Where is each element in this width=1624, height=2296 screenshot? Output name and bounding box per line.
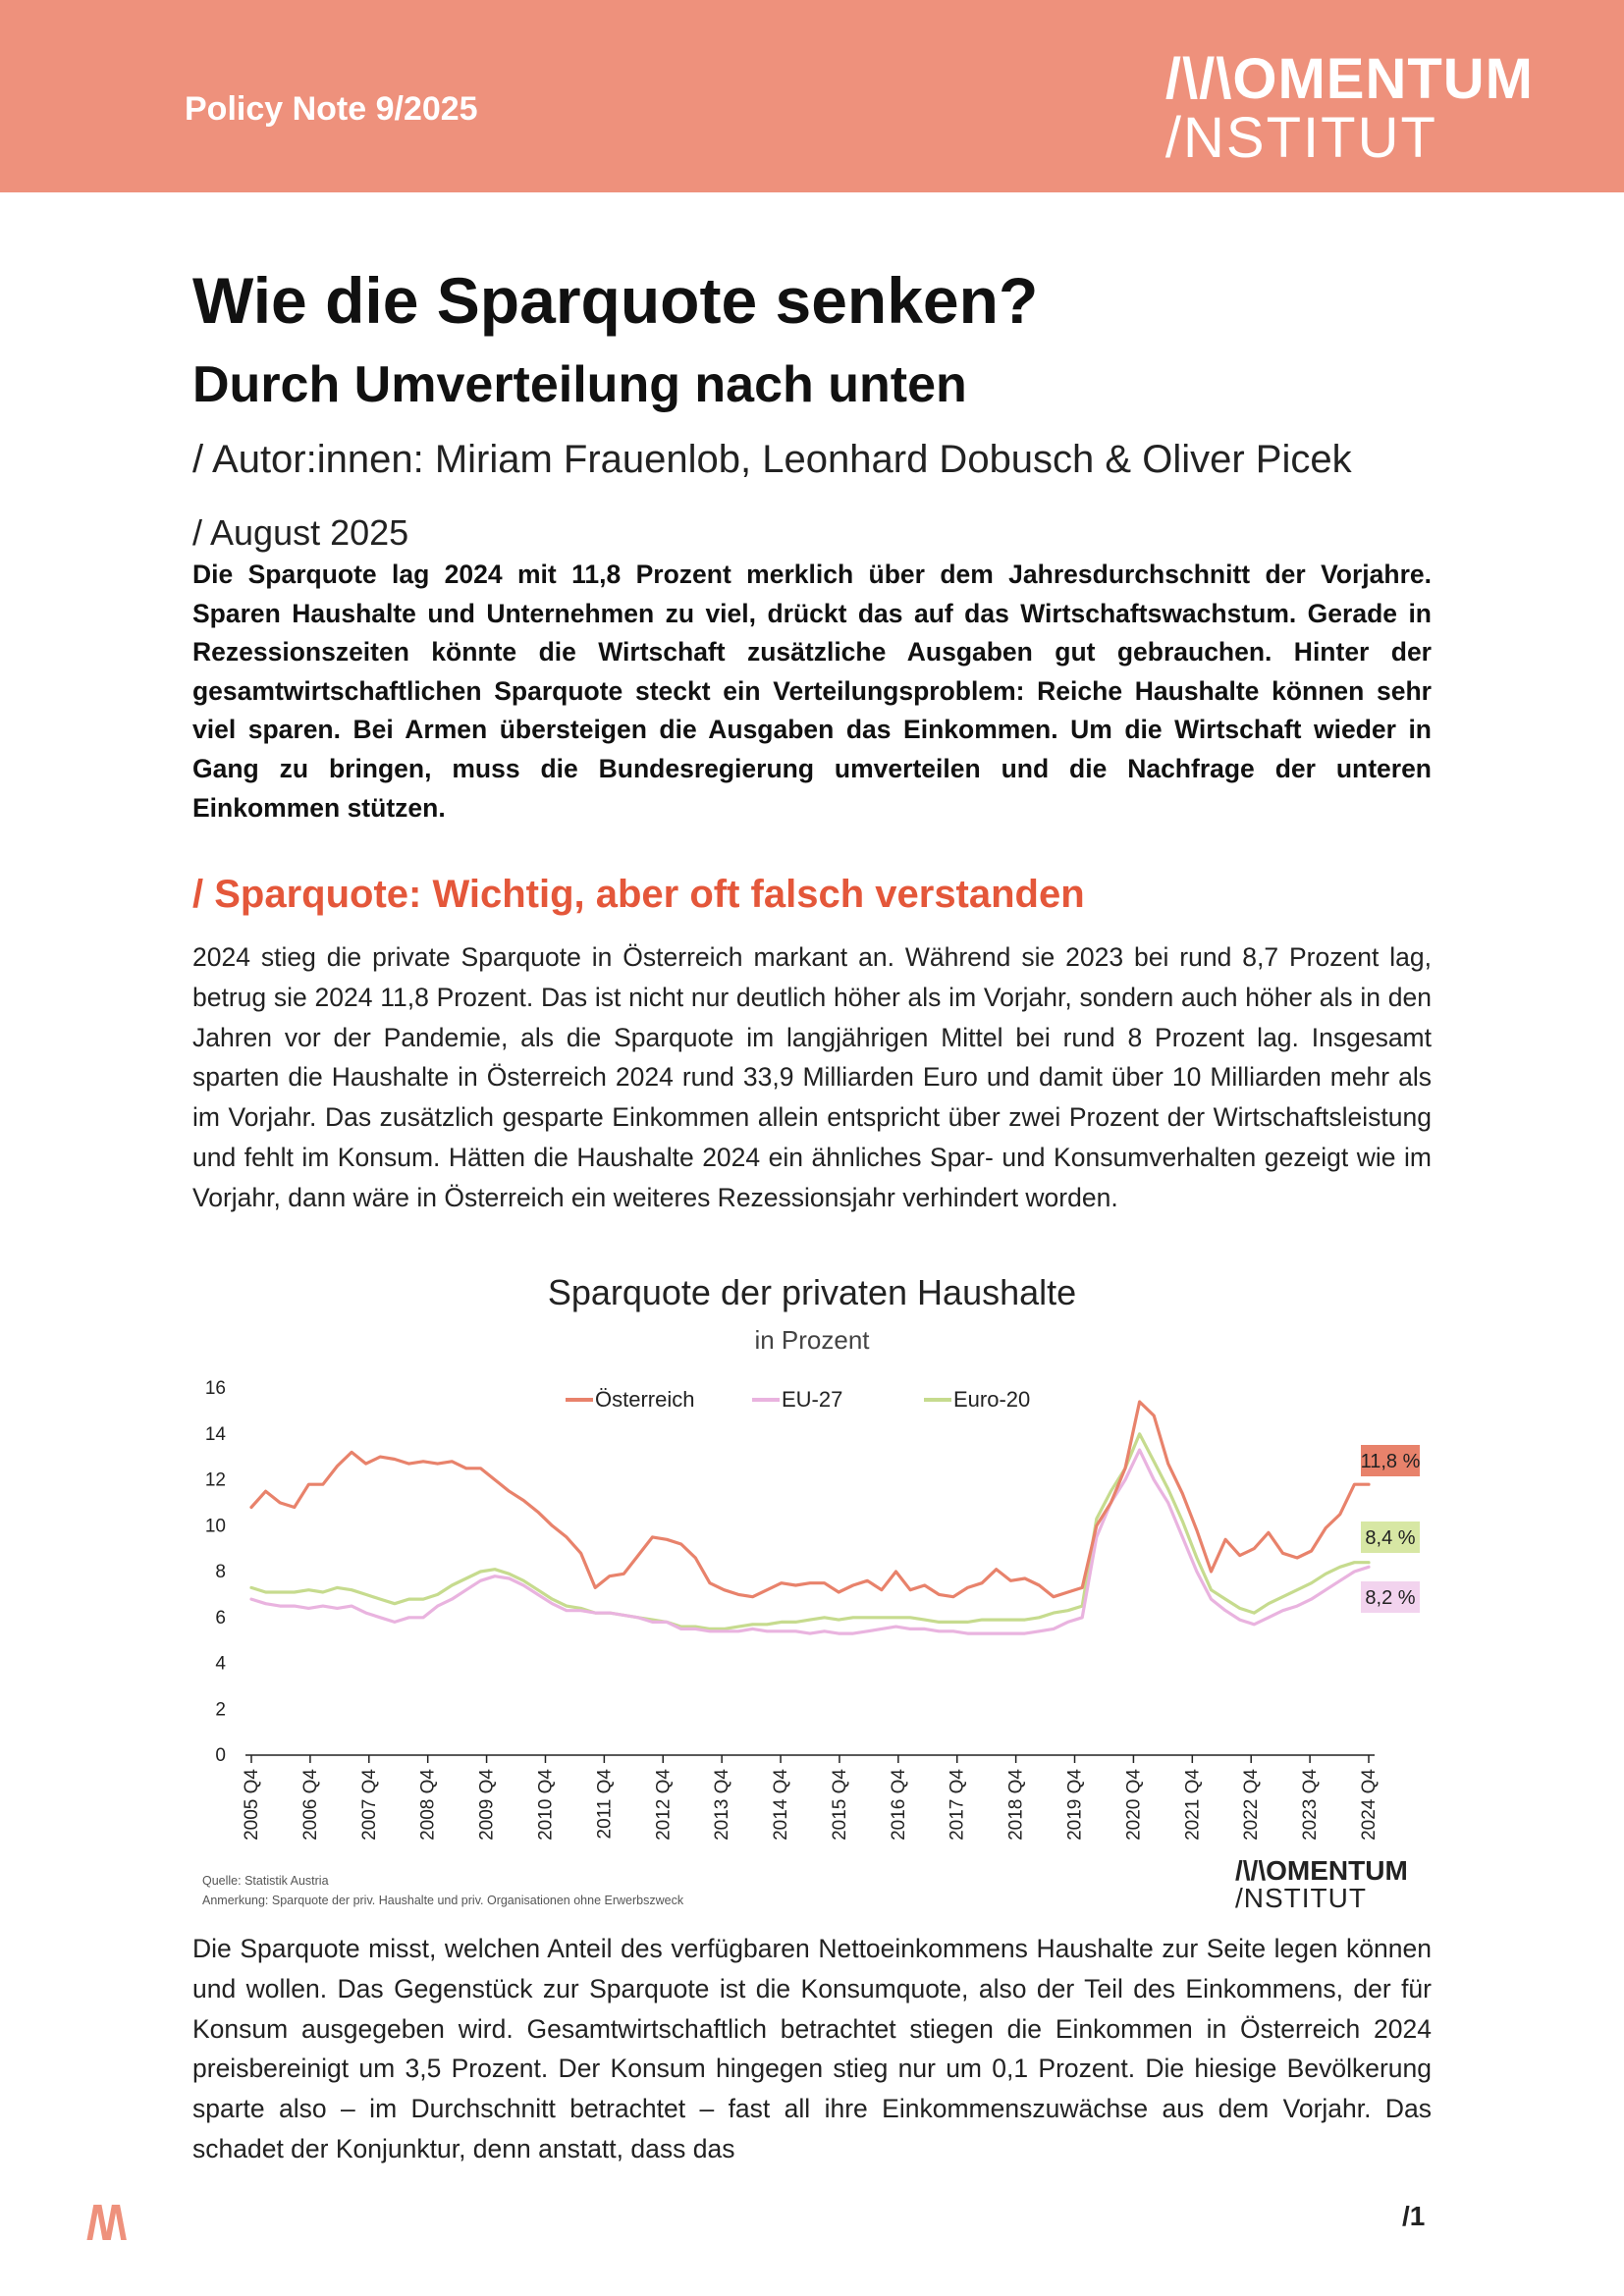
x-tick-label: 2013 Q4	[712, 1769, 733, 1841]
page-title: Wie die Sparquote senken?	[192, 264, 1039, 337]
end-label: 11,8 %	[1360, 1451, 1421, 1472]
logo-line1: /\/\OMENTUM	[1164, 47, 1534, 111]
y-tick-label: 14	[204, 1423, 226, 1445]
x-tick-label: 2019 Q4	[1064, 1769, 1086, 1841]
x-tick-label: 2023 Q4	[1300, 1769, 1322, 1841]
footer-logo-mark: /\/\	[86, 2198, 124, 2250]
x-tick-label: 2010 Q4	[535, 1769, 557, 1841]
legend-label: EU-27	[782, 1387, 843, 1412]
x-tick-label: 2007 Q4	[358, 1769, 380, 1841]
publication-date: / August 2025	[192, 512, 409, 553]
y-tick-label: 4	[215, 1653, 226, 1675]
y-tick-label: 0	[215, 1745, 226, 1766]
legend-label: Euro-20	[953, 1387, 1031, 1412]
x-tick-label: 2009 Q4	[476, 1769, 498, 1841]
chart-source	[202, 1871, 683, 1910]
header-band	[0, 0, 1624, 192]
x-tick-label: 2012 Q4	[653, 1769, 675, 1841]
x-tick-label: 2014 Q4	[771, 1769, 792, 1841]
y-tick-label: 6	[215, 1607, 226, 1629]
chart-logo-line2: /NSTITUT	[1235, 1883, 1367, 1913]
savings-rate-chart	[192, 1364, 1459, 1875]
authors: / Autor:innen: Miriam Frauenlob, Leonhard Dobusch & Oliver Picek	[192, 438, 1352, 481]
x-tick-label: 2006 Q4	[299, 1769, 321, 1841]
y-tick-label: 10	[204, 1516, 226, 1537]
x-tick-label: 2022 Q4	[1241, 1769, 1263, 1841]
policy-note-label: Policy Note 9/2025	[185, 90, 478, 128]
paragraph-2: Die Sparquote misst, welchen Anteil des verfügbaren Nettoeinkommens Haushalte zur Seite legen können und wollen. Das Gegenstück zur Sparquote ist die Konsumquote, also der Teil des Einkommens, der für Konsum ausgegeben wird. Gesamtwirtschaftlich betrachtet stiegen die Einkommen in Österreich 2024 preisbereinigt um 3,5 Prozent. Der Konsum hingegen stieg nur um 0,1 Prozent. Die hiesige Bevölkerung sparte also – im Durchschnitt betrachtet – fast all ihre Einkommenszuwächse aus dem Vorjahr. Das schadet der Konjunktur, denn anstatt, dass das	[192, 1934, 1432, 2163]
x-tick-label: 2005 Q4	[242, 1769, 262, 1841]
page-subtitle: Durch Umverteilung nach unten	[192, 356, 967, 413]
chart-source-line: Quelle: Statistik Austria	[202, 1874, 329, 1888]
x-tick-label: 2024 Q4	[1359, 1769, 1380, 1841]
legend-label: Österreich	[595, 1387, 695, 1412]
chart-subtitle: in Prozent	[754, 1325, 870, 1355]
x-tick-label: 2020 Q4	[1123, 1769, 1145, 1841]
chart-note-line: Anmerkung: Sparquote der priv. Haushalte und priv. Organisationen ohne Erwerbszweck	[202, 1894, 684, 1907]
logo-line2: /NSTITUT	[1164, 106, 1437, 170]
x-tick-label: 2021 Q4	[1182, 1769, 1204, 1841]
y-tick-label: 12	[204, 1469, 226, 1491]
x-tick-label: 2008 Q4	[417, 1769, 439, 1841]
x-tick-label: 2017 Q4	[947, 1769, 968, 1841]
chart-logo-line1: /\/\OMENTUM	[1235, 1855, 1408, 1886]
page-number: /1	[1402, 2201, 1426, 2231]
x-tick-label: 2018 Q4	[1005, 1769, 1027, 1841]
chart-momentum-logo	[1235, 1857, 1408, 1912]
end-label: 8,2 %	[1365, 1587, 1416, 1609]
y-tick-label: 8	[215, 1562, 226, 1582]
y-tick-label: 2	[215, 1699, 226, 1721]
x-tick-label: 2011 Q4	[594, 1769, 616, 1840]
momentum-logo	[1164, 47, 1534, 170]
x-tick-label: 2015 Q4	[829, 1769, 850, 1841]
section-heading: / Sparquote: Wichtig, aber oft falsch verstanden	[192, 873, 1085, 916]
x-tick-label: 2016 Q4	[888, 1769, 909, 1841]
y-tick-label: 16	[204, 1378, 226, 1399]
abstract: Die Sparquote lag 2024 mit 11,8 Prozent merklich über dem Jahresdurchschnitt der Vorjahre. Sparen Haushalte und Unternehmen zu viel, drückt das auf das Wirtschaftswachstum. Gerade in Rezessionszeiten könnte die Wirtschaft zusätzliche Ausgaben gut gebrauchen. Hinter der gesamtwirtschaftlichen Sparquote steckt ein Verteilungsproblem: Reiche Haushalte können sehr viel sparen. Bei Armen übersteigen die Ausgaben das Einkommen. Um die Wirtschaft wieder in Gang zu bringen, muss die Bundesregierung umverteilen und die Nachfrage der unteren Einkommen stützen.	[192, 560, 1432, 823]
end-label: 8,4 %	[1365, 1527, 1416, 1549]
chart-title: Sparquote der privaten Haushalte	[547, 1272, 1077, 1312]
paragraph-1: 2024 stieg die private Sparquote in Österreich markant an. Während sie 2023 bei rund 8,7 Prozent lag, betrug sie 2024 11,8 Prozent. Das ist nicht nur deutlich höher als im Vorjahr, sondern auch höher als in den Jahren vor der Pandemie, als die Sparquote im langjährigen Mittel bei rund 8 Prozent lag. Insgesamt sparten die Haushalte in Österreich 2024 rund 33,9 Milliarden Euro und damit über 10 Milliarden mehr als im Vorjahr. Das zusätzlich gesparte Einkommen allein entspricht über zwei Prozent der Wirtschaftsleistung und fehlt im Konsum. Hätten die Haushalte 2024 ein ähnliches Spar- und Konsumverhalten gezeigt wie im Vorjahr, dann wäre in Österreich ein weiteres Rezessionsjahr verhindert worden.	[192, 942, 1432, 1212]
